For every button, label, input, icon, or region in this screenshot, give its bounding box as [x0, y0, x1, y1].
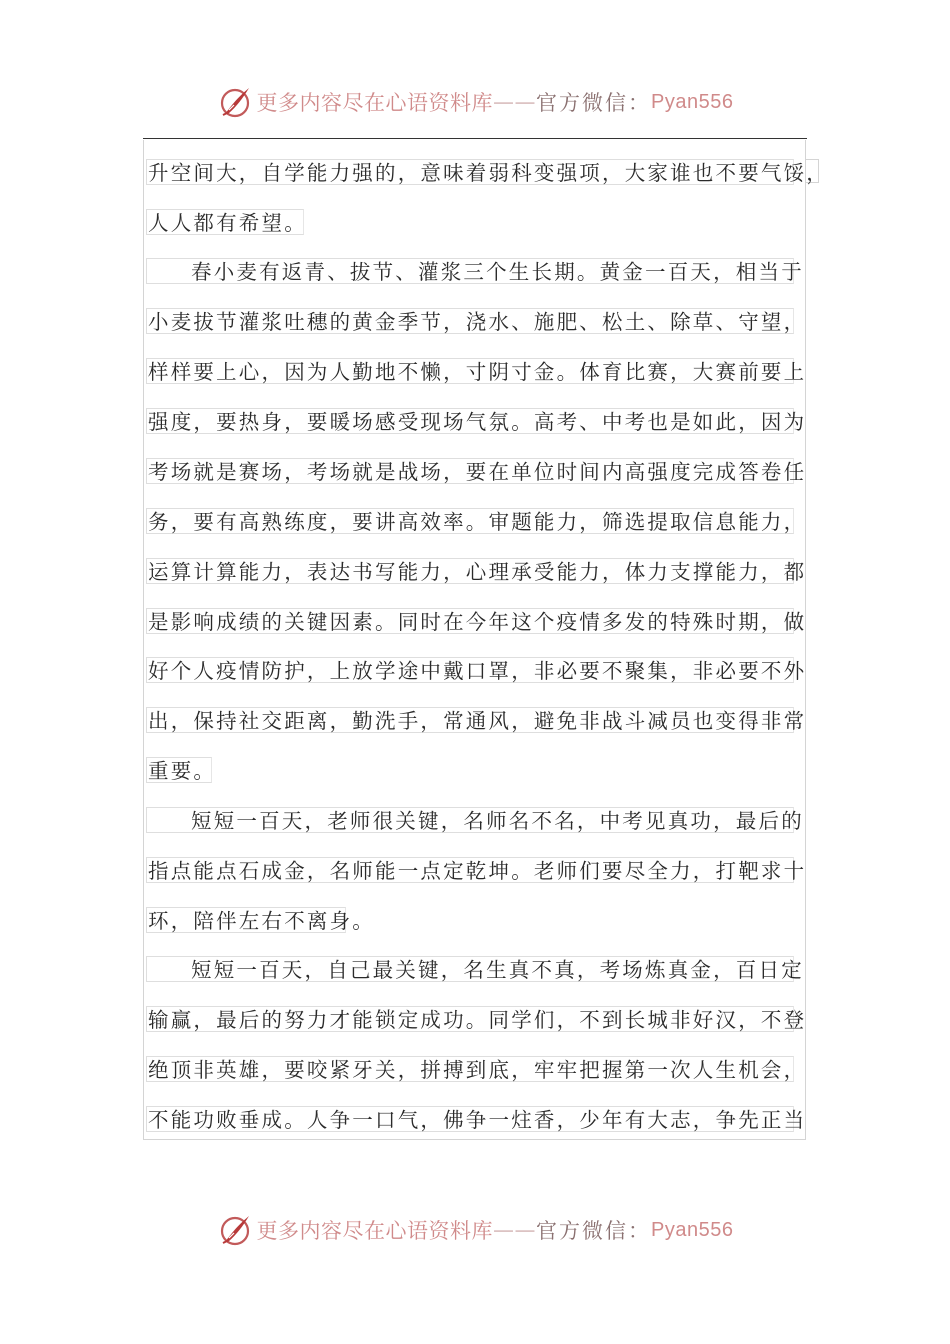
text-line: 升空间大，自学能力强的，意味着弱科变强项，大家谁也不要气馁，	[148, 161, 829, 185]
banner-dash: ——	[493, 90, 537, 114]
text-line: 重要。	[148, 759, 217, 783]
text-line: 短短一百天，自己最关键，名生真不真，考场炼真金，百日定	[146, 956, 794, 982]
banner-main-text: 更多内容尽在心语资料库	[256, 1219, 494, 1243]
text-line: 输赢，最后的努力才能锁定成功。同学们，不到长城非好汉，不登	[148, 1008, 807, 1032]
text-line: 样样要上心，因为人勤地不懒，寸阴寸金。体育比赛，大赛前要上	[148, 360, 807, 384]
text-line: 春小麦有返青、拔节、灌浆三个生长期。黄金一百天，相当于	[146, 258, 794, 284]
quill-pen-logo-icon	[217, 84, 253, 120]
text-line: 务，要有高熟练度，要讲高效率。审题能力，筛选提取信息能力，	[148, 510, 807, 534]
header-rule	[143, 138, 807, 139]
text-line: 考场就是赛场，考场就是战场，要在单位时间内高强度完成答卷任	[148, 460, 807, 484]
text-line: 不能功败垂成。人争一口气，佛争一炷香，少年有大志，争先正当	[148, 1108, 807, 1132]
text-line: 人人都有希望。	[148, 211, 307, 235]
text-line: 强度，要热身，要暖场感受现场气氛。高考、中考也是如此，因为	[148, 410, 807, 434]
text-line: 绝顶非英雄，要咬紧牙关，拼搏到底，牢牢把握第一次人生机会，	[148, 1058, 807, 1082]
banner-wechat-label: 官方微信：	[536, 91, 652, 115]
banner-wechat-label: 官方微信：	[536, 1219, 652, 1243]
text-line: 出，保持社交距离，勤洗手，常通风，避免非战斗减员也变得非常	[148, 709, 807, 733]
footer-banner	[0, 1210, 950, 1250]
header-banner	[0, 82, 950, 122]
banner-wechat-id: Pyan556	[651, 90, 734, 113]
text-line: 运算计算能力，表达书写能力，心理承受能力，体力支撑能力，都	[148, 560, 807, 584]
text-line: 环，陪伴左右不离身。	[148, 909, 375, 933]
text-line: 好个人疫情防护，上放学途中戴口罩，非必要不聚集，非必要不外	[148, 659, 807, 683]
banner-dash: ——	[493, 1218, 537, 1242]
text-frame	[143, 140, 829, 1140]
text-line: 指点能点石成金，名师能一点定乾坤。老师们要尽全力，打靶求十	[148, 859, 807, 883]
banner-wechat-id: Pyan556	[651, 1218, 734, 1241]
text-line: 是影响成绩的关键因素。同时在今年这个疫情多发的特殊时期，做	[148, 610, 807, 634]
banner-main-text: 更多内容尽在心语资料库	[256, 91, 494, 115]
text-line: 短短一百天，老师很关键，名师名不名，中考见真功，最后的	[146, 807, 794, 833]
quill-pen-logo-icon	[217, 1212, 253, 1248]
text-line: 小麦拔节灌浆吐穗的黄金季节，浇水、施肥、松土、除草、守望，	[148, 310, 807, 334]
